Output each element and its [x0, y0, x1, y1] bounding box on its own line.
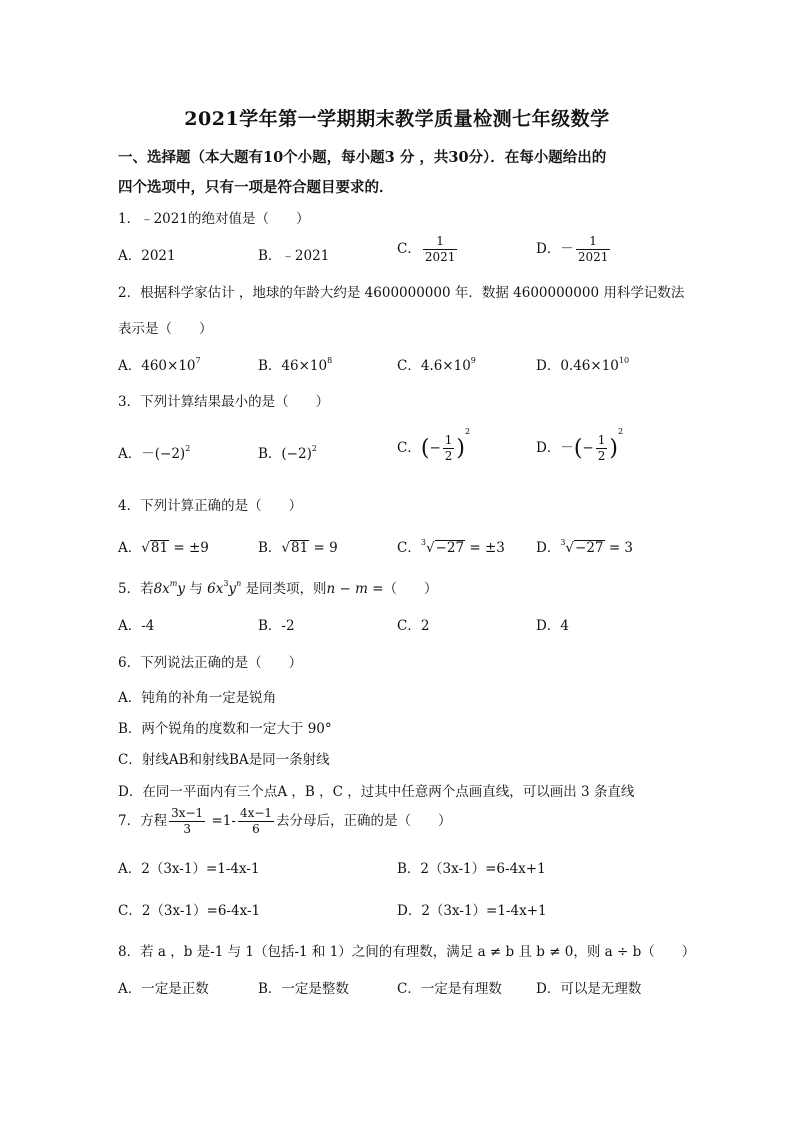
- q6-option-d: D．在同一平面内有三个点A ，B ，C ，过其中任意两个点画直线，可以画出 3 条直线: [118, 784, 635, 800]
- q1-option-d: [536, 234, 612, 265]
- q8-stem: 8．若 a ，b 是-1 与 1（包括-1 和 1）之间的有理数，满足 a ≠ b 且 b ≠ 0，则 a ÷ b（ ）: [118, 944, 696, 960]
- q4-option-a-label: A．: [118, 540, 142, 556]
- q5-expression: n − m: [326, 581, 368, 597]
- q5-stem: [118, 577, 438, 597]
- q7-option-a: A．2（3x-1）=1-4x-1: [118, 861, 260, 877]
- q5-term1-exponent: m: [169, 579, 178, 588]
- q8-option-d: D．可以是无理数: [536, 981, 642, 997]
- q1-stem: 1．﹣2021的绝对值是（ ）: [118, 211, 310, 227]
- q4-option-d-index: 3: [560, 538, 566, 547]
- q5-stem-pre: 5．若: [118, 581, 154, 597]
- q7-stem: [118, 806, 452, 837]
- q3-option-b: [258, 442, 317, 462]
- q4-option-d: D．$^3$√−27 = 3: [536, 538, 634, 556]
- q5-option-c: C．2: [397, 618, 430, 634]
- q4-option-a-rest: = ±9: [169, 540, 209, 556]
- q3-stem: 3．下列计算结果最小的是（ ）: [118, 394, 330, 410]
- fraction-denominator: 2021: [424, 250, 456, 264]
- q5-term1-y: y: [177, 581, 186, 597]
- q3-option-a: [118, 442, 190, 462]
- q5-option-a: A．-4: [118, 618, 155, 634]
- q4-option-c-radicand: −27: [435, 540, 465, 556]
- fraction-denominator: 2: [597, 449, 606, 463]
- fraction-numerator: 3x−1: [171, 806, 204, 820]
- q8-option-c: C．一定是有理数: [397, 981, 502, 997]
- q4-option-c: C．$^3$√−27 = ±3: [397, 538, 505, 556]
- q7-fraction2: [238, 806, 274, 837]
- fraction-denominator: 2: [444, 449, 453, 463]
- q5-option-d: D．4: [536, 618, 569, 634]
- q1-option-c-label: C．: [397, 241, 421, 257]
- q3-option-b-text: B．(−2): [258, 446, 312, 462]
- q3-option-d-fraction: [596, 433, 608, 464]
- q5-term2-exponent: 3: [223, 579, 229, 588]
- fraction-numerator: 1: [576, 234, 611, 250]
- q4-option-c-index: 3: [420, 538, 426, 547]
- section-heading-line2: 四个选项中，只有一项是符合题目要求的．: [118, 179, 394, 196]
- q8-option-b: B．一定是整数: [258, 981, 349, 997]
- q7-stem-post: 去分母后，正确的是（ ）: [276, 813, 452, 829]
- q5-option-b: B．-2: [258, 618, 295, 634]
- q5-term2: 6x: [207, 581, 224, 597]
- q2-option-c: [397, 354, 476, 374]
- fraction-numerator: 4x−1: [239, 806, 273, 820]
- q2-option-a-base: A．460×10: [118, 358, 196, 374]
- q3-option-a-text: A．－(−2): [118, 446, 186, 462]
- q2-option-c-base: C．4.6×10: [397, 358, 471, 374]
- q3-option-d: D．－(− $\frac{1}{2}$ )$^2$: [536, 427, 624, 463]
- q7-option-b: B．2（3x-1）=6-4x+1: [397, 861, 546, 877]
- q2-stem-line2: 表示是（ ）: [118, 321, 213, 337]
- q1-option-c-fraction: [423, 234, 458, 265]
- q3-option-a-exponent: 2: [185, 444, 191, 453]
- fraction-denominator: 3: [183, 822, 191, 836]
- q3-option-d-minus: −: [582, 440, 594, 456]
- q3-option-c-exponent: 2: [464, 427, 471, 436]
- q2-option-b: [258, 354, 332, 374]
- q8-option-a: A．一定是正数: [118, 981, 209, 997]
- q1-option-d-label: D．－: [536, 241, 574, 257]
- q2-option-a: [118, 354, 201, 374]
- q5-term2-y-exponent: n: [236, 579, 242, 588]
- q2-option-b-exponent: 8: [327, 356, 333, 365]
- q2-stem-line1: 2．根据科学家估计 ，地球的年龄大约是 4600000000 年．数据 4600000000 用科学记数法: [118, 285, 685, 301]
- q4-option-b-radicand: 81: [291, 540, 309, 556]
- q2-option-d-base: D．0.46×10: [536, 358, 619, 374]
- q5-stem-post: 是同类项，则: [241, 581, 327, 597]
- q2-option-d: [536, 354, 629, 374]
- q4-option-b-label: B．: [258, 540, 282, 556]
- q4-option-d-label: D．: [536, 540, 561, 556]
- q7-stem-mid: =1-: [207, 813, 236, 829]
- q1-option-d-fraction: [576, 234, 611, 265]
- q1-option-c: [397, 234, 459, 265]
- section-heading-line1: 一、选择题（本大题有10个小题，每小题3 分 ，共30分）．在每小题给出的: [118, 149, 607, 166]
- fraction-denominator: 6: [252, 822, 260, 836]
- q7-option-c: C．2（3x-1）=6-4x-1: [118, 903, 261, 919]
- fraction-denominator: 2021: [577, 250, 609, 264]
- q4-option-d-rest: = 3: [604, 540, 634, 556]
- q4-option-d-radicand: −27: [575, 540, 604, 556]
- q6-option-c: C．射线AB和射线BA是同一条射线: [118, 752, 330, 768]
- q4-option-b: B．√81 = 9: [258, 540, 338, 556]
- q4-option-b-rest: = 9: [309, 540, 338, 556]
- q5-term2-y: y: [228, 581, 237, 597]
- q2-option-c-exponent: 9: [470, 356, 476, 365]
- q6-option-b: B．两个锐角的度数和一定大于 90°: [118, 721, 332, 737]
- q1-option-b: B．﹣2021: [258, 248, 330, 264]
- q7-fraction1: [169, 806, 205, 837]
- fraction-numerator: 1: [444, 433, 453, 447]
- page-title: 2021学年第一学期期末教学质量检测七年级数学: [184, 108, 610, 130]
- q4-option-a: A．√81 = ±9: [118, 540, 209, 556]
- q4-option-a-radicand: 81: [150, 540, 169, 556]
- q2-option-a-exponent: 7: [195, 356, 201, 365]
- q1-option-a: A．2021: [118, 248, 176, 264]
- q3-option-c: C．(− $\frac{1}{2}$ )$^2$: [397, 427, 471, 463]
- q3-option-c-label: C．: [397, 440, 421, 456]
- q7-option-d: D．2（3x-1）=1-4x+1: [397, 903, 547, 919]
- q3-option-d-label: D．－: [536, 440, 574, 456]
- q4-option-c-label: C．: [397, 540, 421, 556]
- q2-option-b-base: B．46×10: [258, 358, 328, 374]
- q2-option-d-exponent: 10: [618, 356, 630, 365]
- q3-option-b-exponent: 2: [311, 444, 317, 453]
- fraction-numerator: 1: [423, 234, 458, 250]
- q6-stem: 6．下列说法正确的是（ ）: [118, 655, 303, 671]
- fraction-numerator: 1: [597, 433, 606, 447]
- q3-option-c-minus: −: [429, 440, 441, 456]
- q4-stem: 4．下列计算正确的是（ ）: [118, 498, 303, 514]
- q5-stem-end: =（ ）: [367, 581, 438, 597]
- q6-option-a: A．钝角的补角一定是锐角: [118, 690, 277, 706]
- q3-option-d-exponent: 2: [617, 427, 624, 436]
- q7-stem-pre: 7．方程: [118, 813, 168, 829]
- q4-option-c-rest: = ±3: [465, 540, 505, 556]
- q3-option-c-fraction: [443, 433, 455, 464]
- q5-stem-mid: 与: [185, 581, 208, 597]
- q5-term1: 8x: [153, 581, 170, 597]
